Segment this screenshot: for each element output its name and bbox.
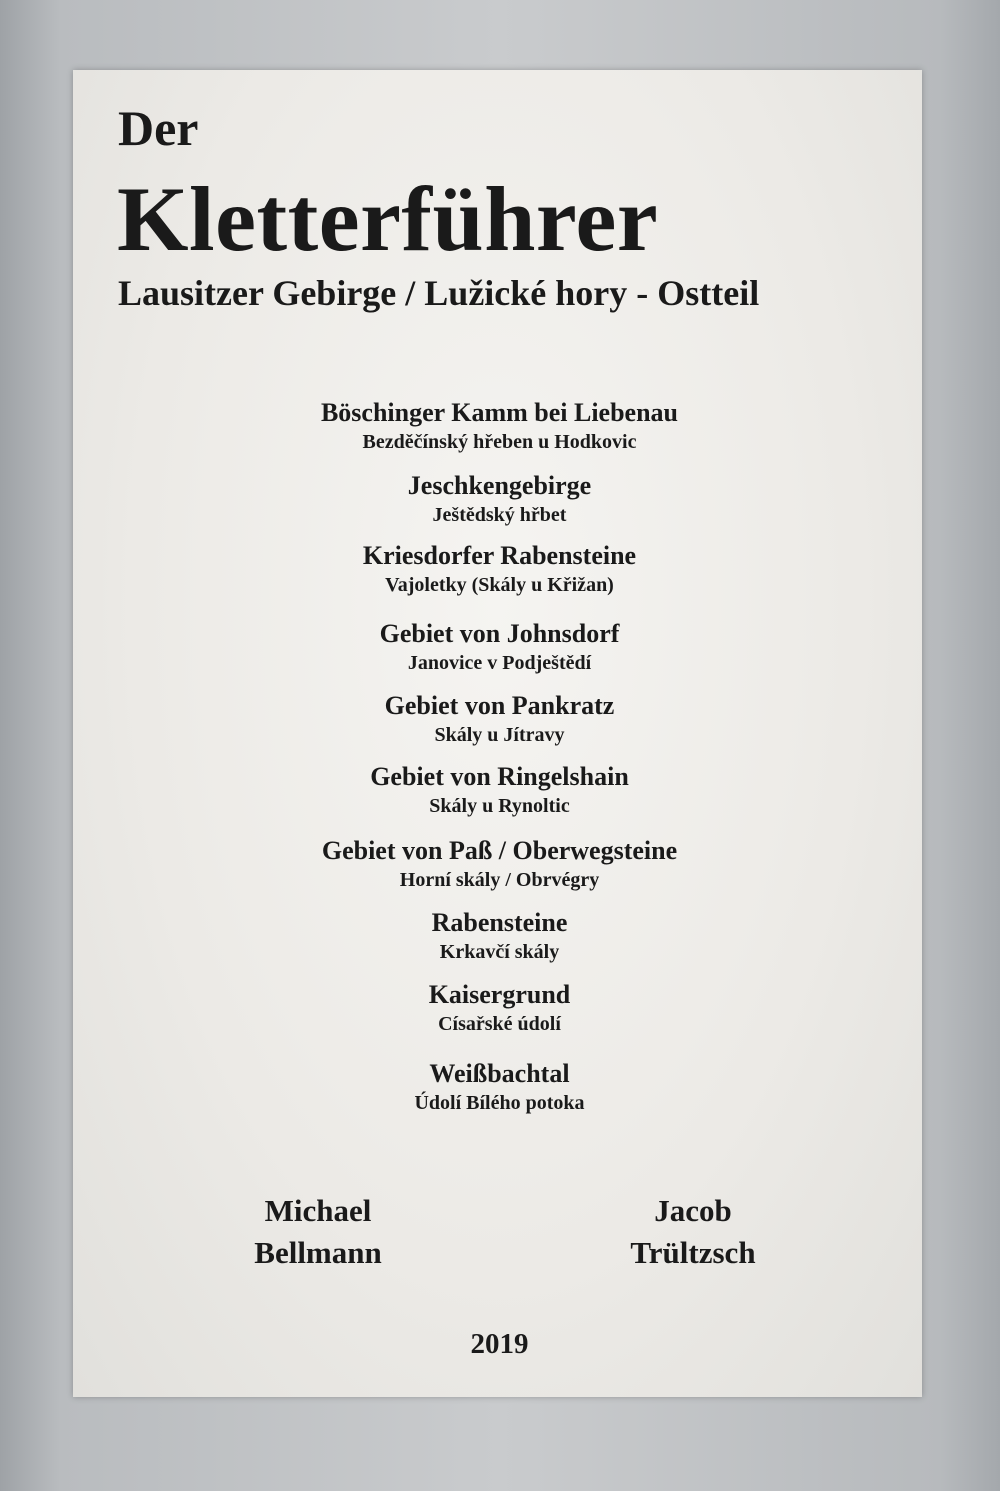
area-name-czech: Bezděčínský hřeben u Hodkovic: [362, 431, 637, 453]
title-prefix: Der: [118, 100, 199, 156]
author-first-name: Jacob: [654, 1193, 732, 1228]
area-item: [73, 471, 926, 529]
area-name-german: Gebiet von Pankratz: [384, 691, 615, 720]
area-name-german: Gebiet von Paß / Oberwegsteine: [321, 836, 678, 865]
area-item: [73, 691, 926, 749]
area-name-czech: Skály u Rynoltic: [429, 795, 570, 817]
area-name-german: Rabensteine: [431, 908, 568, 937]
area-name-czech: Ještědský hřbet: [432, 504, 567, 526]
area-item: [73, 619, 926, 677]
area-name-czech: Skály u Jítravy: [434, 724, 565, 746]
area-name-czech: Horní skály / Obrvégry: [399, 869, 600, 891]
area-item: [73, 836, 926, 894]
area-name-czech: Janovice v Podještědí: [407, 652, 592, 674]
area-name-czech: Krkavčí skály: [439, 941, 560, 963]
book-subtitle: Lausitzer Gebirge / Lužické hory - Ostteil: [118, 273, 760, 313]
area-item: [73, 541, 926, 599]
author-1: [168, 1190, 468, 1274]
book-title: Kletterführer: [117, 168, 659, 270]
area-name-german: Weißbachtal: [429, 1059, 570, 1088]
author-2: [543, 1190, 843, 1274]
area-name-german: Kriesdorfer Rabensteine: [362, 541, 637, 570]
area-item: [73, 1059, 926, 1117]
area-name-german: Gebiet von Ringelshain: [370, 762, 629, 791]
area-name-czech: Císařské údolí: [438, 1013, 561, 1035]
author-first-name: Michael: [264, 1193, 372, 1228]
area-name-german: Gebiet von Johnsdorf: [379, 619, 620, 648]
area-name-german: Jeschkengebirge: [407, 471, 592, 500]
area-item: [73, 398, 926, 456]
area-name-czech: Údolí Bílého potoka: [414, 1092, 585, 1114]
area-item: [73, 980, 926, 1038]
area-name-german: Kaisergrund: [428, 980, 571, 1009]
book-cover: [73, 70, 922, 1397]
publication-year: 2019: [470, 1328, 529, 1360]
author-last-name: Bellmann: [254, 1235, 382, 1270]
area-name-german: Böschinger Kamm bei Liebenau: [320, 398, 679, 427]
area-name-czech: Vajoletky (Skály u Křižan): [385, 574, 614, 596]
area-item: [73, 908, 926, 966]
author-last-name: Trültzsch: [630, 1235, 756, 1270]
area-item: [73, 762, 926, 820]
